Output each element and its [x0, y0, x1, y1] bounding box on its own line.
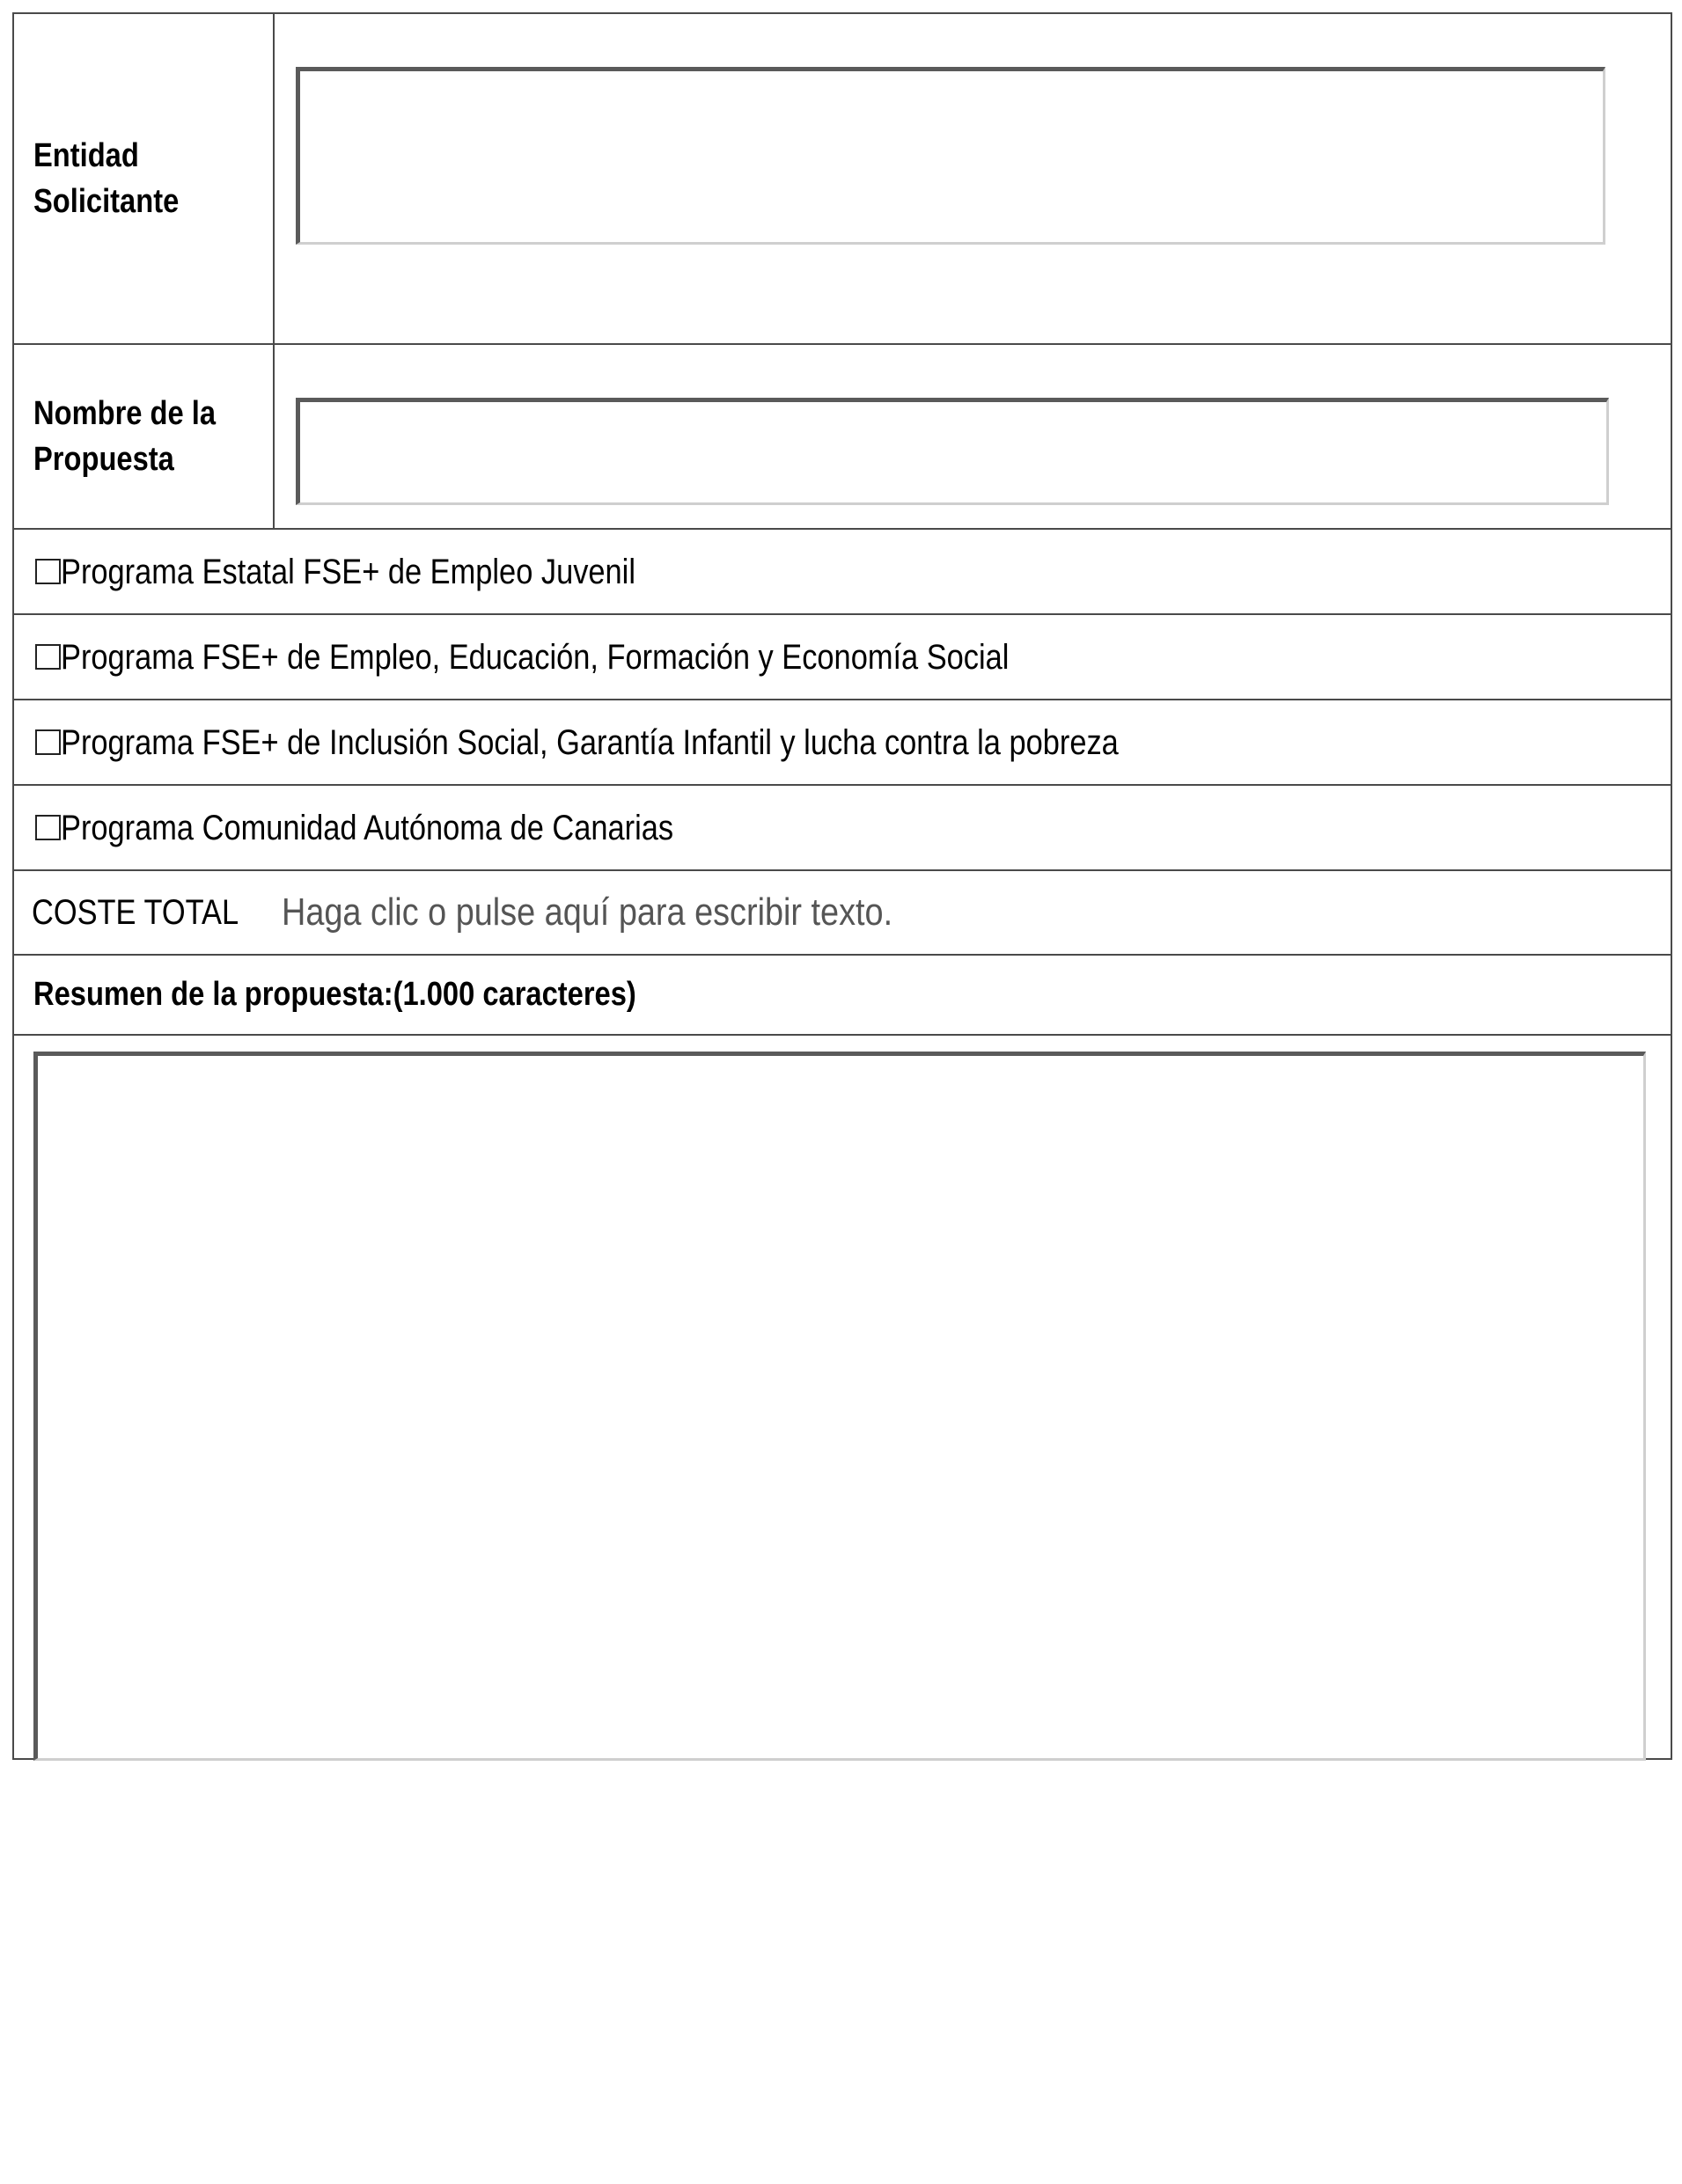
program-checkbox[interactable] — [35, 815, 61, 840]
program-option[interactable] — [14, 786, 1671, 871]
proposal-form — [12, 12, 1672, 1760]
program-checkbox[interactable] — [35, 644, 61, 670]
applicant-label: Entidad Solicitante — [33, 137, 180, 220]
program-option[interactable] — [14, 615, 1671, 700]
summary-label: Resumen de la propuesta:(1.000 caracteres) — [33, 976, 636, 1013]
applicant-field[interactable] — [296, 67, 1605, 245]
proposal-name-field[interactable] — [296, 398, 1609, 505]
program-option-label: Programa Comunidad Autónoma de Canarias — [61, 808, 674, 847]
proposal-name-label-cell — [14, 345, 275, 528]
summary-title-row — [14, 956, 1671, 1036]
total-cost-input[interactable]: Haga clic o pulse aquí para escribir texto. — [282, 890, 893, 934]
applicant-row — [14, 14, 1671, 345]
program-checkbox[interactable] — [35, 559, 61, 584]
proposal-name-label: Nombre de la Propuesta — [33, 395, 217, 478]
program-checkbox[interactable] — [35, 729, 61, 755]
program-option-label: Programa FSE+ de Inclusión Social, Garantía Infantil y lucha contra la pobreza — [61, 722, 1119, 762]
summary-textarea[interactable] — [33, 1052, 1646, 1761]
program-option[interactable] — [14, 700, 1671, 786]
summary-row — [14, 1036, 1671, 1758]
program-option[interactable] — [14, 530, 1671, 615]
applicant-label-cell — [14, 14, 275, 343]
program-option-label: Programa Estatal FSE+ de Empleo Juvenil — [61, 552, 635, 591]
program-option-label: Programa FSE+ de Empleo, Educación, Formación y Economía Social — [61, 637, 1010, 677]
total-cost-row — [14, 871, 1671, 956]
total-cost-label: COSTE TOTAL — [32, 892, 239, 932]
proposal-name-row — [14, 345, 1671, 530]
